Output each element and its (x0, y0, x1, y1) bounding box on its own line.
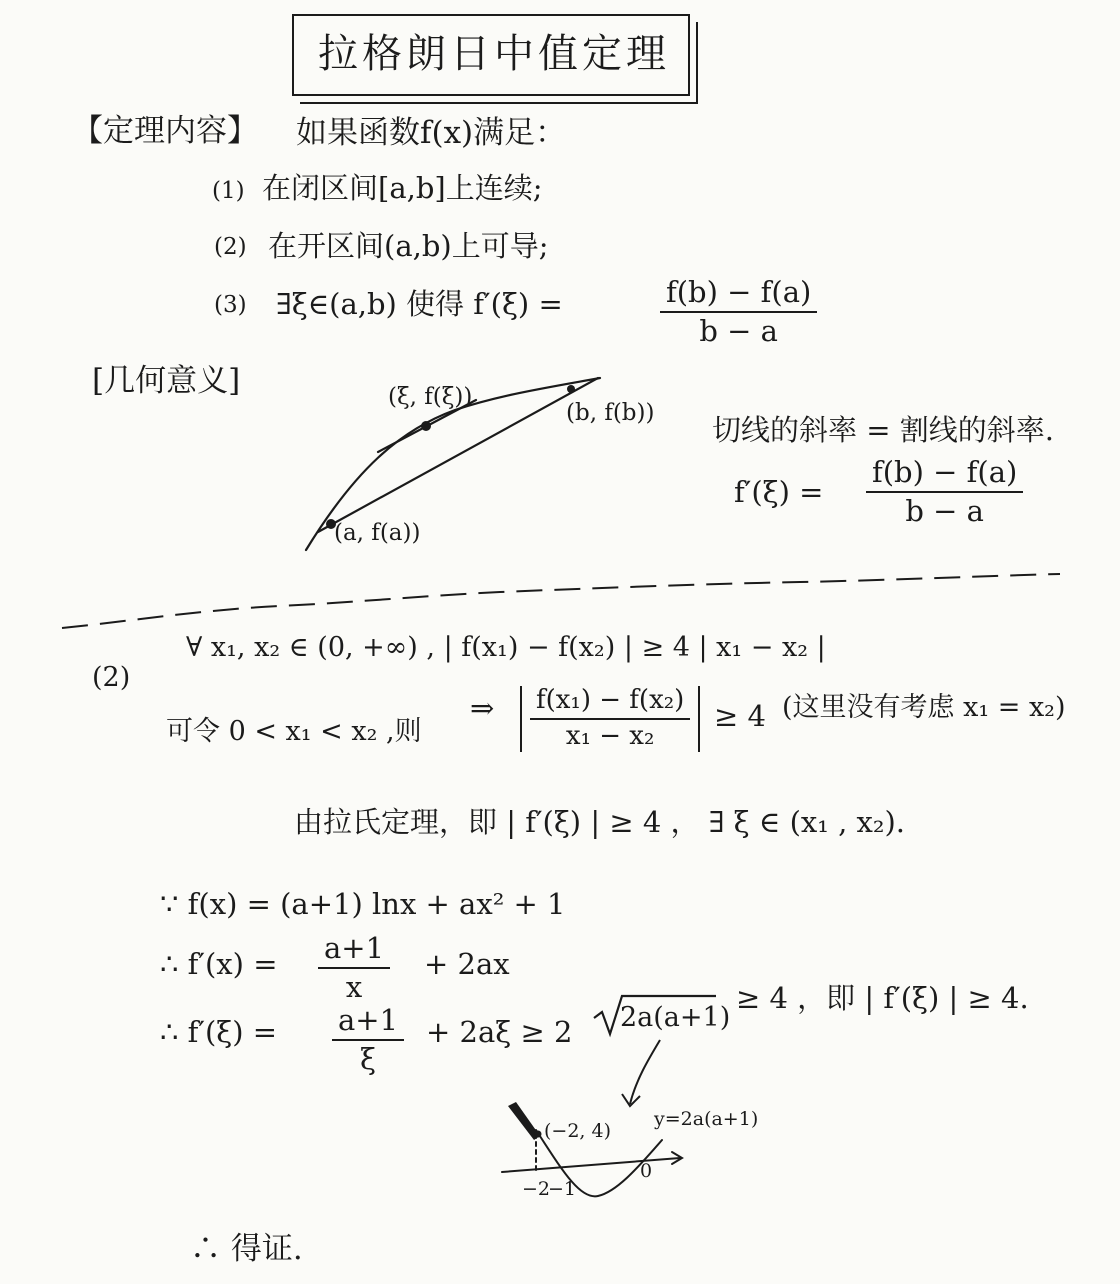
page-title: 拉格朗日中值定理 (318, 31, 670, 77)
condition-2: 在开区间(a,b)上可导; (268, 229, 549, 263)
implies-arrow: ⇒ (470, 691, 495, 725)
label-a-point: (a, f(a)) (334, 520, 421, 546)
graph-tick-zero: 0 (640, 1160, 653, 1182)
fraction-numerator: a+1 (318, 932, 390, 969)
graph-function-label: y=2a(a+1) (654, 1108, 759, 1130)
fraction-numerator: f(x₁) − f(x₂) (530, 686, 690, 720)
part-number: (2) (92, 662, 131, 693)
fraction-numerator: a+1 (332, 1004, 404, 1041)
conclusion: ∴ 得证. (190, 1231, 303, 1267)
arrow-to-graph (630, 1040, 660, 1104)
point-neg2-4 (535, 1131, 542, 1138)
solution-line-2-note: (这里没有考虑 x₁ = x₂) (782, 692, 1066, 723)
solution-line-6-tail: ≥ 4 ，即 | f′(ξ) | ≥ 4. (736, 981, 1029, 1015)
solution-line-5-rhs: + 2ax (424, 947, 510, 981)
solution-line-5-lhs: ∴ f′(x) = (160, 947, 278, 981)
solution-line-2-left: 可令 0 < x₁ < x₂ ,则 (166, 716, 422, 747)
fraction-numerator: f(b) − f(a) (866, 456, 1023, 493)
condition-3-statement: ∃ξ∈(a,b) 使得 f′(ξ) = (276, 287, 563, 321)
solution-line-2-inequality: ≥ 4 (714, 699, 766, 733)
geometry-statement: 切线的斜率 = 割线的斜率. (712, 413, 1054, 447)
graph-point-label: (−2, 4) (544, 1120, 612, 1142)
graph-tick-neg1: −1 (548, 1178, 577, 1200)
condition-1: 在闭区间[a,b]上连续; (262, 171, 543, 205)
geometry-fraction (866, 456, 1023, 529)
geometry-heading: [几何意义] (92, 363, 241, 399)
fraction-denominator: b − a (905, 494, 984, 529)
solution-line-2-fraction (520, 686, 700, 752)
solution-line-6-fraction (332, 1004, 404, 1077)
solution-line-4: ∵ f(x) = (a+1) lnx + ax² + 1 (160, 887, 566, 921)
geometry-formula-lhs: f′(ξ) = (734, 475, 824, 509)
fraction-denominator: x (345, 970, 363, 1005)
point-xi (421, 421, 431, 431)
label-xi-point: (ξ, f(ξ)) (388, 384, 473, 410)
condition-3-number: (3) (214, 292, 247, 318)
solution-line-6-lhs: ∴ f′(ξ) = (160, 1015, 278, 1049)
graph-tick-neg2: −2 (522, 1178, 551, 1200)
solution-line-5-fraction (318, 932, 390, 1005)
theorem-intro: 如果函数f(x)满足： (296, 115, 567, 151)
solution-line-1: ∀ x₁, x₂ ∈ (0, +∞) , | f(x₁) − f(x₂) | ≥ 4 | x₁ − x₂ | (186, 632, 826, 663)
fraction-denominator: b − a (699, 314, 778, 349)
fraction-denominator: x₁ − x₂ (565, 720, 655, 751)
condition-1-number: (1) (212, 178, 245, 204)
solution-line-3: 由拉氏定理，即 | f′(ξ) | ≥ 4 ， ∃ ξ ∈ (x₁ , x₂). (294, 805, 906, 839)
separator-wave (62, 574, 1060, 628)
condition-2-number: (2) (214, 234, 247, 260)
solution-line-6-radicand: 2a(a+1) (620, 1002, 731, 1033)
solution-line-6-rhs: + 2aξ ≥ 2 (426, 1015, 573, 1049)
label-b-point: (b, f(b)) (566, 400, 655, 426)
point-b (567, 385, 575, 393)
x-axis (502, 1158, 680, 1172)
fraction-denominator: ξ (360, 1042, 377, 1077)
theorem-heading: 【定理内容】 (72, 113, 258, 149)
fraction-numerator: f(b) − f(a) (660, 276, 817, 313)
